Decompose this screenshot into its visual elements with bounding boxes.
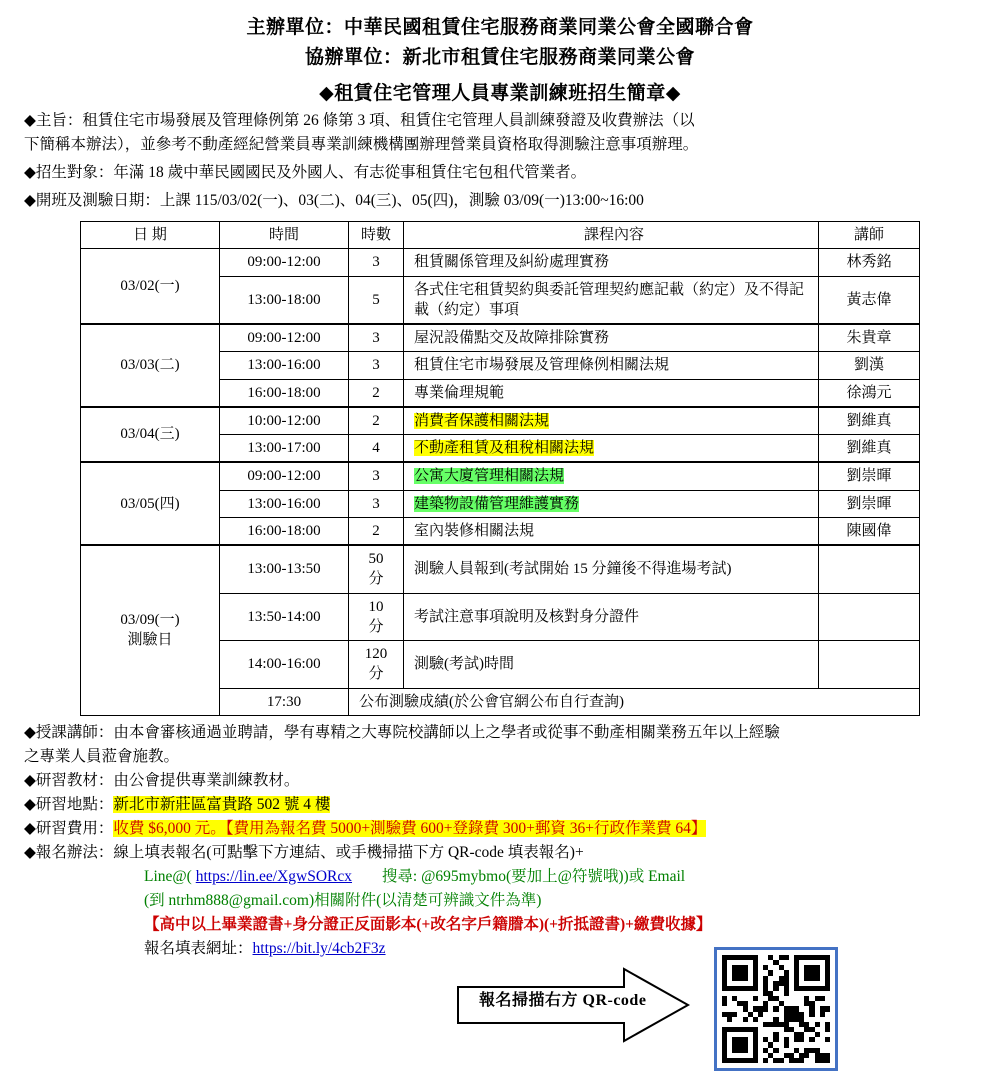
place-value: 新北市新莊區富貴路 502 號 4 樓: [113, 795, 331, 813]
qr-code-box[interactable]: [714, 947, 838, 1071]
intro-purpose-line2: 下簡稱本辦法），並參考不動產經紀營業員專業訓練機構團辦理營業員資格取得測驗注意事項辦理。: [24, 136, 699, 154]
cell-teacher: 劉維真: [819, 435, 920, 463]
line-url-link[interactable]: https://lin.ee/XgwSORcx: [195, 867, 353, 885]
signup-line: [24, 841, 976, 865]
cell-time: 16:00-18:00: [220, 517, 349, 545]
cell-teacher: 徐鴻元: [819, 379, 920, 407]
cell-content: 消費者保護相關法規: [404, 407, 819, 435]
cell-time: 13:50-14:00: [220, 593, 349, 641]
cell-teacher: [819, 641, 920, 689]
cell-hours: 3: [349, 249, 404, 276]
table-row: [81, 324, 920, 352]
fee-value: 收費 $6,000 元。【費用為報名費 5000+測驗費 600+登錄費 300+郵資 36+行政作業費 64】: [113, 819, 707, 837]
cell-time: 13:00-17:00: [220, 435, 349, 463]
cell-teacher: 陳國偉: [819, 517, 920, 545]
cell-teacher: 朱貴章: [819, 324, 920, 352]
cell-time: 10:00-12:00: [220, 407, 349, 435]
cell-hours: 4: [349, 435, 404, 463]
col-time: 時間: [220, 222, 349, 249]
cell-hours: 2: [349, 517, 404, 545]
course-schedule-table: [80, 221, 920, 716]
col-date: 日 期: [81, 222, 220, 249]
cell-content: 屋況設備點交及故障排除實務: [404, 324, 819, 352]
cell-hours: 2: [349, 407, 404, 435]
cell-hours: 3: [349, 324, 404, 352]
cell-content: 租賃關係管理及糾紛處理實務: [404, 249, 819, 276]
intro-purpose-line1: ◆主旨：租賃住宅市場發展及管理條例第 26 條第 3 項、租賃住宅管理人員訓練發證及收費辦法（以: [24, 112, 695, 130]
form-url-link[interactable]: https://bit.ly/4cb2F3z: [252, 940, 386, 957]
cell-hours: 3: [349, 462, 404, 490]
col-hours: 時數: [349, 222, 404, 249]
cell-time: 16:00-18:00: [220, 379, 349, 407]
form-label: 報名填表網址：: [144, 940, 253, 957]
cell-time: 13:00-16:00: [220, 490, 349, 517]
cell-time: 17:30: [220, 688, 349, 715]
cell-teacher: [819, 593, 920, 641]
cell-hours: 10 分: [349, 593, 404, 641]
cell-teacher: 劉漢: [819, 352, 920, 379]
cell-time: 09:00-12:00: [220, 249, 349, 276]
cell-teacher: 劉維真: [819, 407, 920, 435]
cell-date: 03/09(一) 測驗日: [81, 545, 220, 715]
intro-purpose: [24, 109, 976, 157]
table-row: [81, 249, 920, 276]
material-line: ◆研習教材：由公會提供專業訓練教材。: [24, 771, 300, 789]
signup-label: ◆報名辦法：: [24, 843, 114, 861]
cell-content: 室內裝修相關法規: [404, 517, 819, 545]
cell-date: 03/04(三): [81, 407, 220, 463]
cell-teacher: 劉崇暉: [819, 490, 920, 517]
table-row: [81, 407, 920, 435]
table-row: [81, 462, 920, 490]
line-contact-row: [24, 865, 976, 889]
cell-content: 測驗人員報到(考試開始 15 分鐘後不得進場考試): [404, 545, 819, 593]
cell-teacher: [819, 545, 920, 593]
cell-time: 13:00-16:00: [220, 352, 349, 379]
cell-content: 專業倫理規範: [404, 379, 819, 407]
signup-value: 線上填表報名(可點擊下方連結、或手機掃描下方 QR-code 填表報名)+: [113, 843, 584, 861]
cell-teacher: 黃志偉: [819, 276, 920, 324]
table-row: [81, 545, 920, 593]
line-label: Line@(: [144, 867, 192, 885]
organizer-line-1: 主辦單位：中華民國租賃住宅服務商業同業公會全國聯合會: [246, 17, 754, 38]
line-search-text: 搜尋: @695mybmo(要加上@符號哦))或 Email: [381, 867, 686, 885]
cell-hours: 3: [349, 352, 404, 379]
intro-target: ◆招生對象：年滿 18 歲中華民國國民及外國人、有志從事租賃住宅包租代管業者。: [24, 164, 587, 182]
col-teacher: 講師: [819, 222, 920, 249]
cell-time: 09:00-12:00: [220, 324, 349, 352]
cell-hours: 2: [349, 379, 404, 407]
cell-time: 13:00-18:00: [220, 276, 349, 324]
footer-lecturer: [24, 721, 976, 961]
cell-time: 13:00-13:50: [220, 545, 349, 593]
cell-content: 測驗(考試)時間: [404, 641, 819, 689]
cell-date: 03/02(一): [81, 249, 220, 324]
cell-time: 09:00-12:00: [220, 462, 349, 490]
intro-dates: ◆開班及測驗日期：上課 115/03/02(一)、03(二)、04(三)、05(四)，測驗 03/09(一)13:00~16:00: [24, 192, 644, 210]
cell-date: 03/03(二): [81, 324, 220, 407]
table-body: [81, 249, 920, 716]
email-line: (到 ntrhm888@gmail.com)相關附件(以清楚可辨識文件為準): [144, 891, 542, 909]
cell-content: 公布測驗成績(於公會官網公布自行查詢): [349, 688, 920, 715]
lecturer-line-2: 之專業人員蒞會施教。: [24, 747, 180, 765]
cell-content: 租賃住宅市場發展及管理條例相關法規: [404, 352, 819, 379]
place-line: [24, 793, 976, 817]
fee-line: [24, 817, 976, 841]
cell-content: 公寓大廈管理相關法規: [404, 462, 819, 490]
cell-date: 03/05(四): [81, 462, 220, 545]
cell-teacher: 林秀銘: [819, 249, 920, 276]
qr-code-image: [722, 955, 830, 1063]
cell-content: 建築物設備管理維護實務: [404, 490, 819, 517]
table-header-row: [81, 222, 920, 249]
organizer-line-2: 協辦單位：新北市租賃住宅服務商業同業公會: [304, 46, 695, 68]
lecturer-line-1: ◆授課講師：由本會審核通過並聘請，學有專精之大專院校講師以上之學者或從事不動產相關業務五年以上經驗: [24, 723, 780, 741]
cell-hours: 120 分: [349, 641, 404, 689]
cell-hours: 3: [349, 490, 404, 517]
page-title: ◆租賃住宅管理人員專業訓練班招生簡章◆: [319, 83, 681, 105]
cell-teacher: 劉崇暉: [819, 462, 920, 490]
cell-content: 各式住宅租賃契約與委託管理契約應記載（約定）及不得記載（約定）事項: [404, 276, 819, 324]
cell-hours: 50 分: [349, 545, 404, 593]
place-label: ◆研習地點：: [24, 795, 114, 813]
qr-hint-label: 報名掃描右方 QR-code: [479, 992, 647, 1010]
col-content: 課程內容: [404, 222, 819, 249]
cell-content: 不動產租賃及租稅相關法規: [404, 435, 819, 463]
cell-hours: 5: [349, 276, 404, 324]
cell-time: 14:00-16:00: [220, 641, 349, 689]
cell-content: 考試注意事項說明及核對身分證件: [404, 593, 819, 641]
docs-required-line: 【高中以上畢業證書+身分證正反面影本(+改名字戶籍謄本)(+折抵證書)+繳費收據】: [144, 915, 712, 933]
fee-label: ◆研習費用：: [24, 819, 114, 837]
qr-section: [24, 955, 976, 1083]
